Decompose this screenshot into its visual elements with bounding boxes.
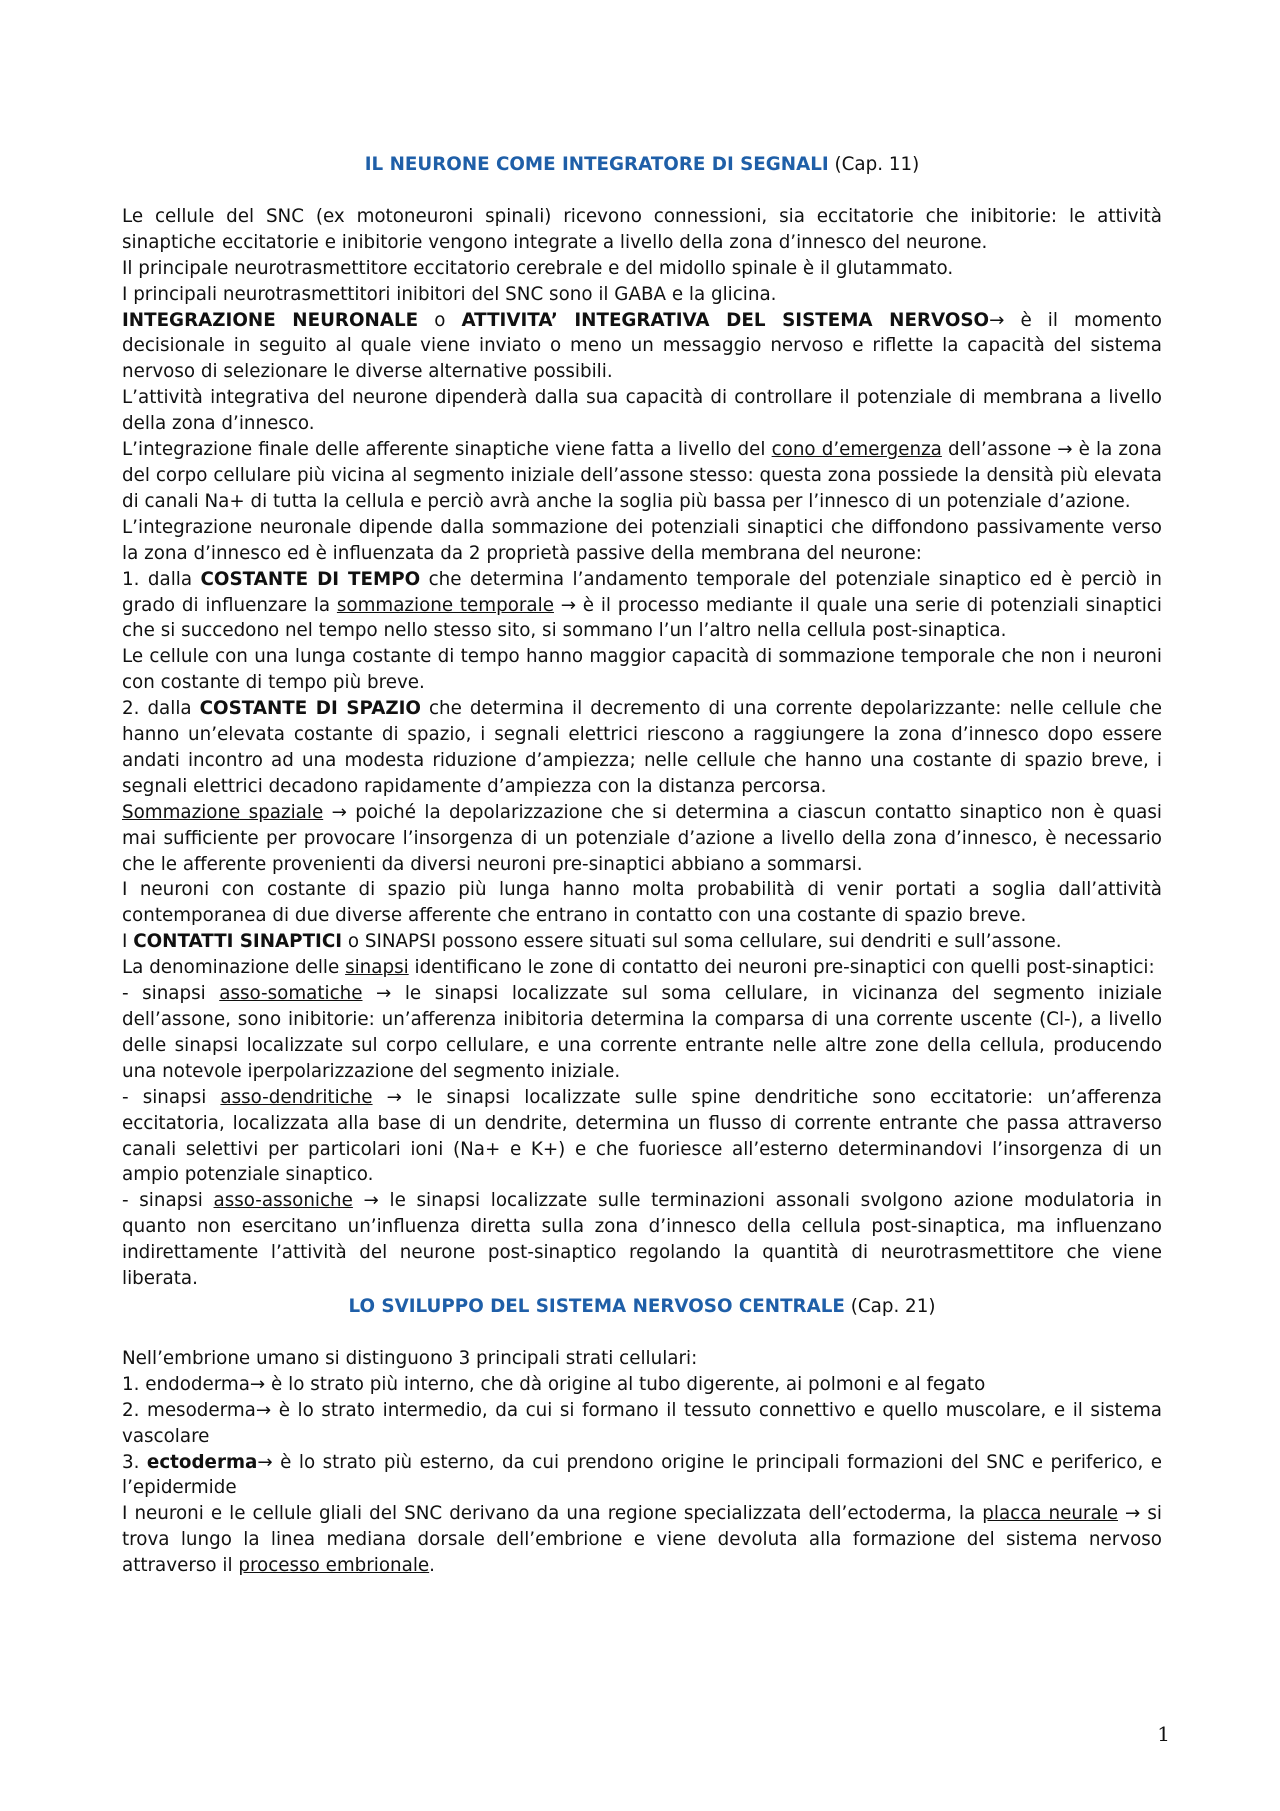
- underlined-term: processo embrionale: [238, 1555, 430, 1577]
- bold-term: ectoderma: [146, 1451, 258, 1473]
- underlined-term: Sommazione spaziale: [122, 801, 324, 823]
- paragraph: Nell’embrione umano si distinguono 3 principali strati cellulari:: [122, 1347, 698, 1369]
- paragraph: [122, 955, 1162, 981]
- paragraph: Le cellule del SNC (ex motoneuroni spinali) ricevono connessioni, sia eccitatorie che inibitorie: le attività sinaptiche eccitatorie e inibitorie vengono integrate a livello della zona d’innesco del neurone.: [122, 205, 1162, 253]
- paragraph: 2. mesoderma→ è lo strato intermedio, da cui si formano il tessuto connettivo e quello muscolare, e il sistema vascolare: [122, 1399, 1162, 1447]
- underlined-term: sinapsi: [345, 957, 409, 979]
- bold-term: INTEGRAZIONE NEURONALE: [122, 309, 419, 331]
- text-run: o: [418, 309, 462, 331]
- underlined-term: asso-somatiche: [219, 983, 363, 1005]
- paragraph: [122, 929, 1162, 955]
- paragraph: [122, 1188, 1162, 1292]
- document-body: [122, 152, 1162, 1579]
- underlined-term: sommazione temporale: [336, 594, 554, 616]
- paragraph: [122, 308, 1162, 386]
- text-run: - sinapsi: [122, 1190, 214, 1212]
- text-run: → è il processo mediante il quale una serie di potenziali sinaptici che si succedono nel tempo nello stesso sito, si sommano l’un l’altro nella cellula post-sinaptica.: [122, 594, 1162, 642]
- text-run: dell’assone → è la zona del corpo cellulare più vicina al segmento iniziale dell’assone stesso: questa zona possiede la densità più elevata di canali Na+ di tutta la cellula e perciò avrà anche la soglia più bassa per l’innesco di un potenziale d’azione.: [122, 439, 1162, 512]
- bold-term: COSTANTE DI TEMPO: [200, 568, 421, 590]
- text-run: - sinapsi: [122, 983, 220, 1005]
- text-run: → poiché la depolarizzazione che si determina a ciascun contatto sinaptico non è quasi mai sufficiente per provocare l’insorgenza di un potenziale d’azione a livello della zona d’innesco, è necessario che le afferente provenienti da diversi neuroni pre-sinaptici abbiano a sommarsi.: [122, 801, 1162, 875]
- bold-term: CONTATTI SINAPTICI: [133, 931, 343, 953]
- paragraph: [122, 437, 1162, 515]
- spacer: [122, 178, 1162, 204]
- paragraph: [122, 981, 1162, 1085]
- chapter-ref: (Cap. 21): [850, 1295, 936, 1317]
- paragraph: [122, 800, 1162, 878]
- text-run: 1. dalla: [122, 568, 201, 590]
- section-title: LO SVILUPPO DEL SISTEMA NERVOSO CENTRALE: [348, 1295, 845, 1317]
- text-run: identificano le zone di contatto dei neuroni pre-sinaptici con quelli post-sinaptici:: [408, 957, 1155, 979]
- text-run: 2. dalla: [122, 698, 200, 720]
- text-run: → le sinapsi localizzate sulle terminazioni assonali svolgono azione modulatoria in quanto non esercitano un’influenza diretta sulla zona d’innesco della cellula post-sinaptica, ma influenzano indirettamente l’attività del neurone post-sinaptico regolando la quantità di neurotrasmettitore che viene liberata.: [122, 1190, 1162, 1290]
- paragraph: [122, 1085, 1162, 1189]
- paragraph: Il principale neurotrasmettitore eccitatorio cerebrale e del midollo spinale è il glutammato.: [122, 257, 954, 279]
- bold-term: ATTIVITA’ INTEGRATIVA DEL SISTEMA NERVOSO: [461, 309, 990, 331]
- paragraph: [122, 1450, 1162, 1502]
- paragraph: [122, 696, 1162, 800]
- text-run: → le sinapsi localizzate sulle spine dendritiche sono eccitatorie: un’afferenza eccitatoria, localizzata alla base di un dendrite, determina un flusso di corrente entrante che passa attraverso canali selettivi per particolari ioni (Na+ e K+) e che fuoriesce all’esterno determinandovi l’insorgenza di un ampio potenziale sinaptico.: [122, 1086, 1163, 1186]
- paragraph: [122, 567, 1162, 645]
- text-run: o SINAPSI possono essere situati sul soma cellulare, sui dendriti e sull’assone.: [342, 931, 1062, 953]
- underlined-term: asso-dendritiche: [220, 1086, 373, 1108]
- paragraph: I principali neurotrasmettitori inibitori del SNC sono il GABA e la glicina.: [122, 283, 777, 305]
- chapter-ref: (Cap. 11): [834, 154, 920, 175]
- underlined-term: cono d’emergenza: [771, 439, 942, 461]
- text-run: → è lo strato più esterno, da cui prendono origine le principali formazioni del SNC e periferico, e l’epidermide: [122, 1451, 1162, 1499]
- underlined-term: placca neurale: [982, 1503, 1118, 1525]
- text-run: che determina il decremento di una corrente depolarizzante: nelle cellule che hanno un’elevata costante di spazio, i segnali elettrici riescono a raggiungere la zona d’innesco dopo essere andati incontro ad una modesta riduzione d’ampiezza; nelle cellule che hanno una costante di spazio breve, i segnali elettrici decadono rapidamente d’ampiezza con la distanza percorsa.: [122, 698, 1162, 797]
- paragraph: I neuroni con costante di spazio più lunga hanno molta probabilità di venir portati a soglia dall’attività contemporanea di due diverse afferente che entrano in contatto con una costante di spazio breve.: [122, 879, 1162, 927]
- section-heading-sviluppo: [122, 1294, 1162, 1320]
- text-run: L’integrazione finale delle afferente sinaptiche viene fatta a livello del: [122, 439, 772, 461]
- paragraph: [122, 1501, 1162, 1579]
- text-run: → si trova lungo la linea mediana dorsale dell’embrione e viene devoluta alla formazione del sistema nervoso attraverso il: [122, 1503, 1163, 1577]
- spacer: [122, 1320, 1162, 1346]
- text-run: → è il momento decisionale in seguito al quale viene inviato o meno un messaggio nervoso e riflette la capacità del sistema nervoso di selezionare le diverse alternative possibili.: [122, 309, 1162, 383]
- paragraph: Le cellule con una lunga costante di tempo hanno maggior capacità di sommazione temporale che non i neuroni con costante di tempo più breve.: [122, 646, 1162, 694]
- text-run: I: [122, 931, 134, 953]
- text-run: che determina l’andamento temporale del potenziale sinaptico ed è perciò in grado di influenzare la: [122, 568, 1162, 616]
- paragraph: L’integrazione neuronale dipende dalla sommazione dei potenziali sinaptici che diffondono passivamente verso la zona d’innesco ed è influenzata da 2 proprietà passive della membrana del neurone:: [122, 516, 1162, 564]
- text-run: → le sinapsi localizzate sul soma cellulare, in vicinanza del segmento iniziale dell’assone, sono inibitorie: un’afferenza inibitoria determina la comparsa di una corrente uscente (Cl-), a livello delle sinapsi localizzate sul corpo cellulare, e una corrente entrante nelle altre zone della cellula, producendo una notevole iperpolarizzazione del segmento iniziale.: [122, 983, 1162, 1082]
- text-run: La denominazione delle: [122, 957, 346, 979]
- text-run: I neuroni e le cellule gliali del SNC derivano da una regione specializzata dell’ectoderma, la: [122, 1503, 983, 1525]
- section-title: IL NEURONE COME INTEGRATORE DI SEGNALI: [364, 154, 829, 175]
- text-run: 3.: [122, 1451, 147, 1473]
- bold-term: COSTANTE DI SPAZIO: [199, 698, 421, 720]
- text-run: .: [429, 1555, 435, 1577]
- paragraph: L’attività integrativa del neurone dipenderà dalla sua capacità di controllare il potenziale di membrana a livello della zona d’innesco.: [122, 387, 1162, 435]
- paragraph: 1. endoderma→ è lo strato più interno, che dà origine al tubo digerente, ai polmoni e al fegato: [122, 1373, 986, 1395]
- page-number: 1: [1157, 1722, 1170, 1746]
- text-run: - sinapsi: [122, 1086, 221, 1108]
- underlined-term: asso-assoniche: [213, 1190, 353, 1212]
- section-heading-neurone: [122, 152, 1162, 178]
